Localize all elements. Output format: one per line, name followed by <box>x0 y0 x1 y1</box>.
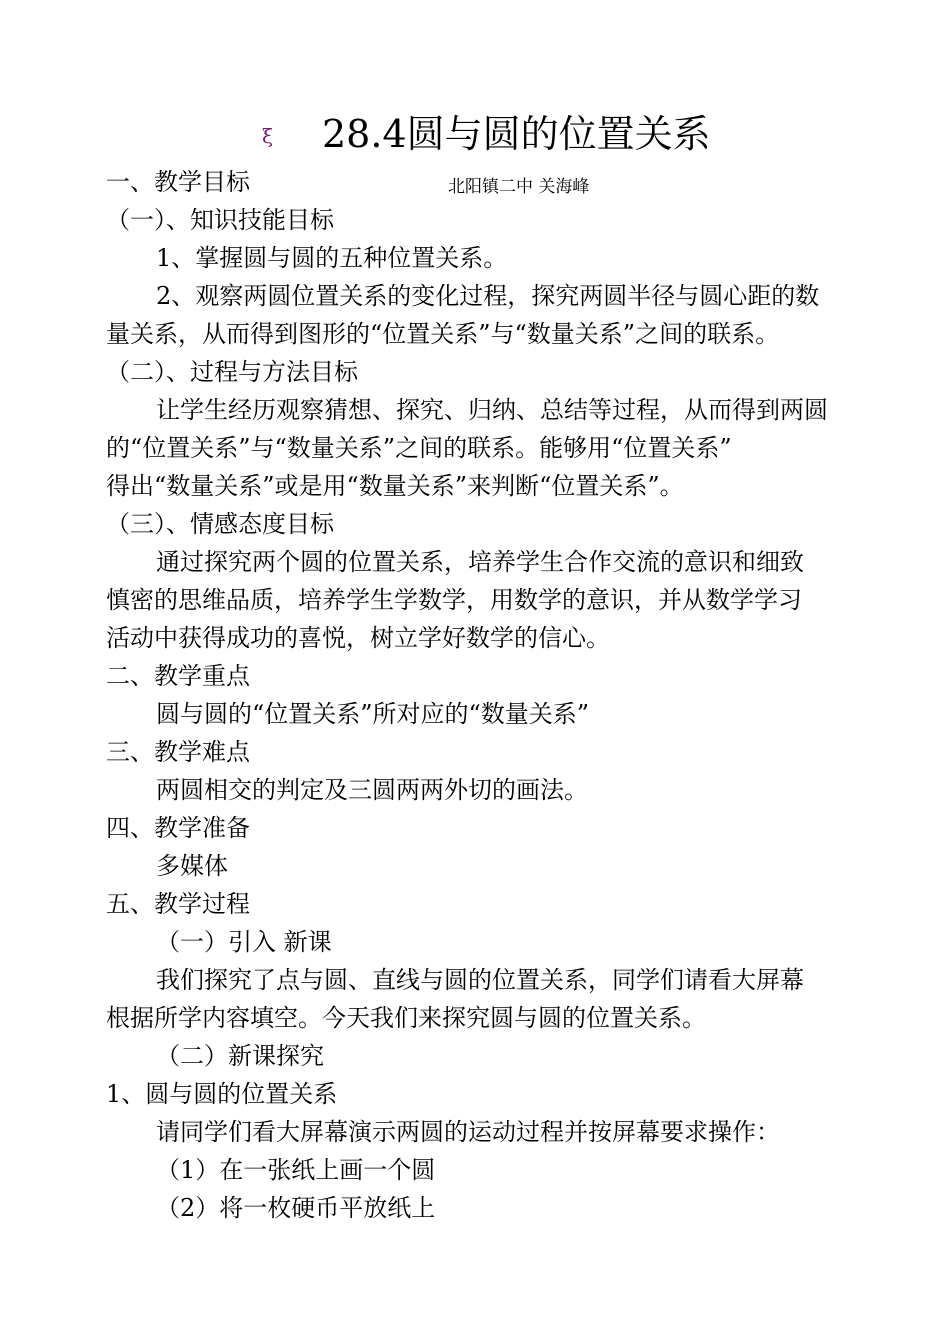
paragraph-line: 多媒体 <box>156 852 228 880</box>
paragraph-line: 两圆相交的判定及三圆两两外切的画法。 <box>156 776 588 804</box>
subheading-knowledge-skills: （一）、知识技能目标 <box>106 206 334 234</box>
paragraph-line: 量关系，从而得到图形的“位置关系”与“数量关系”之间的联系。 <box>106 320 780 348</box>
paragraph-line: 活动中获得成功的喜悦，树立学好数学的信心。 <box>106 624 610 652</box>
heading-key-points: 二、教学重点 <box>106 662 250 690</box>
subheading-new-lesson: （二）新课探究 <box>156 1042 324 1070</box>
heading-teaching-goals: 一、教学目标 <box>106 168 250 196</box>
subheading-emotion-attitude: （三）、情感态度目标 <box>106 510 334 538</box>
subheading-introduction: （一）引入 新课 <box>156 928 332 956</box>
heading-difficulties: 三、教学难点 <box>106 738 250 766</box>
heading-preparation: 四、教学准备 <box>106 814 250 842</box>
paragraph-line: 根据所学内容填空。今天我们来探究圆与圆的位置关系。 <box>106 1004 706 1032</box>
paragraph-line: 通过探究两个圆的位置关系，培养学生合作交流的意识和细致 <box>156 548 804 576</box>
paragraph-line: 慎密的思维品质，培养学生学数学，用数学的意识，并从数学学习 <box>106 586 802 614</box>
title-row <box>0 108 950 164</box>
paragraph-line: 2、观察两圆位置关系的变化过程，探究两圆半径与圆心距的数 <box>156 282 820 310</box>
heading-circle-relations: 1、圆与圆的位置关系 <box>106 1080 338 1108</box>
page-title: 28.4圆与圆的位置关系 <box>322 112 711 156</box>
heading-teaching-process: 五、教学过程 <box>106 890 250 918</box>
list-item: （1）在一张纸上画一个圆 <box>156 1156 436 1184</box>
paragraph-line: 让学生经历观察猜想、探究、归纳、总结等过程，从而得到两圆 <box>156 396 828 424</box>
title-symbol: ξ <box>262 124 274 148</box>
paragraph-line: 我们探究了点与圆、直线与圆的位置关系，同学们请看大屏幕 <box>156 966 804 994</box>
paragraph-line: 1、掌握圆与圆的五种位置关系。 <box>156 244 508 272</box>
subheading-process-methods: （二）、过程与方法目标 <box>106 358 358 386</box>
paragraph-line: 请同学们看大屏幕演示两圆的运动过程并按屏幕要求操作： <box>156 1118 780 1146</box>
list-item: （2）将一枚硬币平放纸上 <box>156 1194 436 1222</box>
author-line: 北阳镇二中 关海峰 <box>448 177 590 197</box>
paragraph-line: 得出“数量关系”或是用“数量关系”来判断“位置关系”。 <box>106 472 684 500</box>
paragraph-line: 的“位置关系”与“数量关系”之间的联系。能够用“位置关系” <box>106 434 732 462</box>
paragraph-line: 圆与圆的“位置关系”所对应的“数量关系” <box>156 700 590 728</box>
